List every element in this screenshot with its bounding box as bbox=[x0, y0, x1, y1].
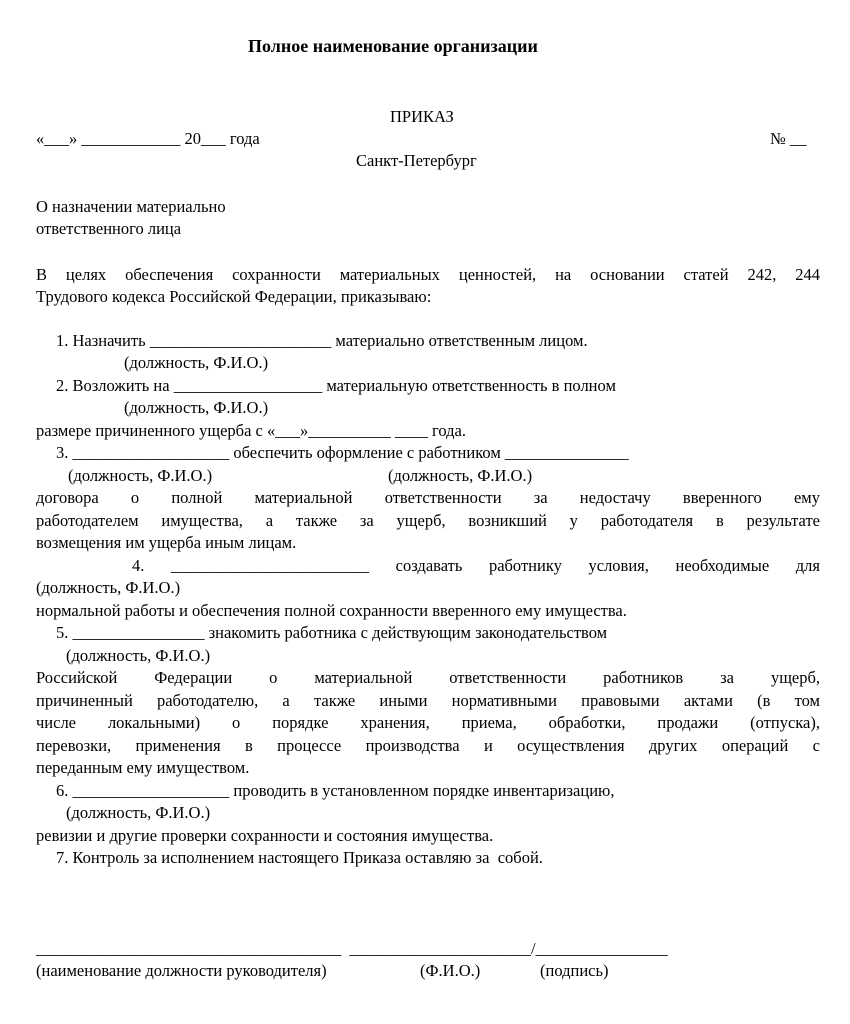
signature-label-position: (наименование должности руководителя) bbox=[36, 961, 327, 980]
item-3-continuation-1: договора о полной материальной ответственности за недостачу вверенного ему bbox=[36, 488, 820, 507]
item-3-continuation-2: работодателем имущества, а также за ущерб, возникший у работодателя в результате bbox=[36, 511, 820, 530]
item-5: 5. ________________ знакомить работника с действующим законодательством bbox=[56, 623, 608, 642]
item-1: 1. Назначить ______________________ материально ответственным лицом. bbox=[56, 331, 588, 350]
item-6-continuation: ревизии и другие проверки сохранности и состояния имущества. bbox=[36, 826, 494, 845]
item-4-hint: (должность, Ф.И.О.) bbox=[36, 578, 181, 597]
item-3-continuation-3: возмещения им ущерба иным лицам. bbox=[36, 533, 297, 552]
item-4: 4. ________________________ создавать работнику условия, необходимые для bbox=[132, 556, 820, 575]
order-subject-line-1: О назначении материально bbox=[36, 197, 226, 216]
order-city: Санкт-Петербург bbox=[356, 151, 477, 170]
item-6: 6. ___________________ проводить в установленном порядке инвентаризацию, bbox=[56, 781, 615, 800]
item-1-hint: (должность, Ф.И.О.) bbox=[124, 353, 269, 372]
item-3: 3. ___________________ обеспечить оформление с работником _______________ bbox=[56, 443, 629, 462]
signature-line: _____________________________________ ______________________/________________ bbox=[36, 939, 668, 958]
item-7: 7. Контроль за исполнением настоящего Приказа оставляю за собой. bbox=[56, 848, 543, 867]
preamble-line-2: Трудового кодекса Российской Федерации, приказываю: bbox=[36, 287, 432, 306]
item-6-hint: (должность, Ф.И.О.) bbox=[66, 803, 211, 822]
item-5-continuation-2: причиненный работодателю, а также иными нормативными правовыми актами (в том bbox=[36, 691, 820, 710]
item-2: 2. Возложить на __________________ материальную ответственность в полном bbox=[56, 376, 616, 395]
order-date-line: «___» ____________ 20___ года bbox=[36, 129, 260, 148]
item-2-hint: (должность, Ф.И.О.) bbox=[124, 398, 269, 417]
item-5-continuation-1: Российской Федерации о материальной ответственности работников за ущерб, bbox=[36, 668, 820, 687]
item-2-continuation: размере причиненного ущерба с «___»__________ ____ года. bbox=[36, 421, 466, 440]
item-5-continuation-5: переданным ему имуществом. bbox=[36, 758, 250, 777]
item-5-continuation-4: перевозки, применения в процессе производства и осуществления других операций с bbox=[36, 736, 820, 755]
signature-label-name: (Ф.И.О.) bbox=[420, 961, 481, 980]
item-5-continuation-3: числе локальными) о порядке хранения, приема, обработки, продажи (отпуска), bbox=[36, 713, 820, 732]
order-number: № __ bbox=[770, 129, 807, 148]
item-3-hint-employee: (должность, Ф.И.О.) bbox=[388, 466, 533, 485]
item-4-continuation: нормальной работы и обеспечения полной сохранности вверенного ему имущества. bbox=[36, 601, 627, 620]
preamble-line-1: В целях обеспечения сохранности материальных ценностей, на основании статей 242, 244 bbox=[36, 265, 820, 284]
signature-label-signature: (подпись) bbox=[540, 961, 609, 980]
order-title: ПРИКАЗ bbox=[390, 107, 454, 126]
item-5-hint: (должность, Ф.И.О.) bbox=[66, 646, 211, 665]
organization-title: Полное наименование организации bbox=[248, 36, 538, 56]
order-subject-line-2: ответственного лица bbox=[36, 219, 182, 238]
item-3-hint-responsible: (должность, Ф.И.О.) bbox=[68, 466, 213, 485]
